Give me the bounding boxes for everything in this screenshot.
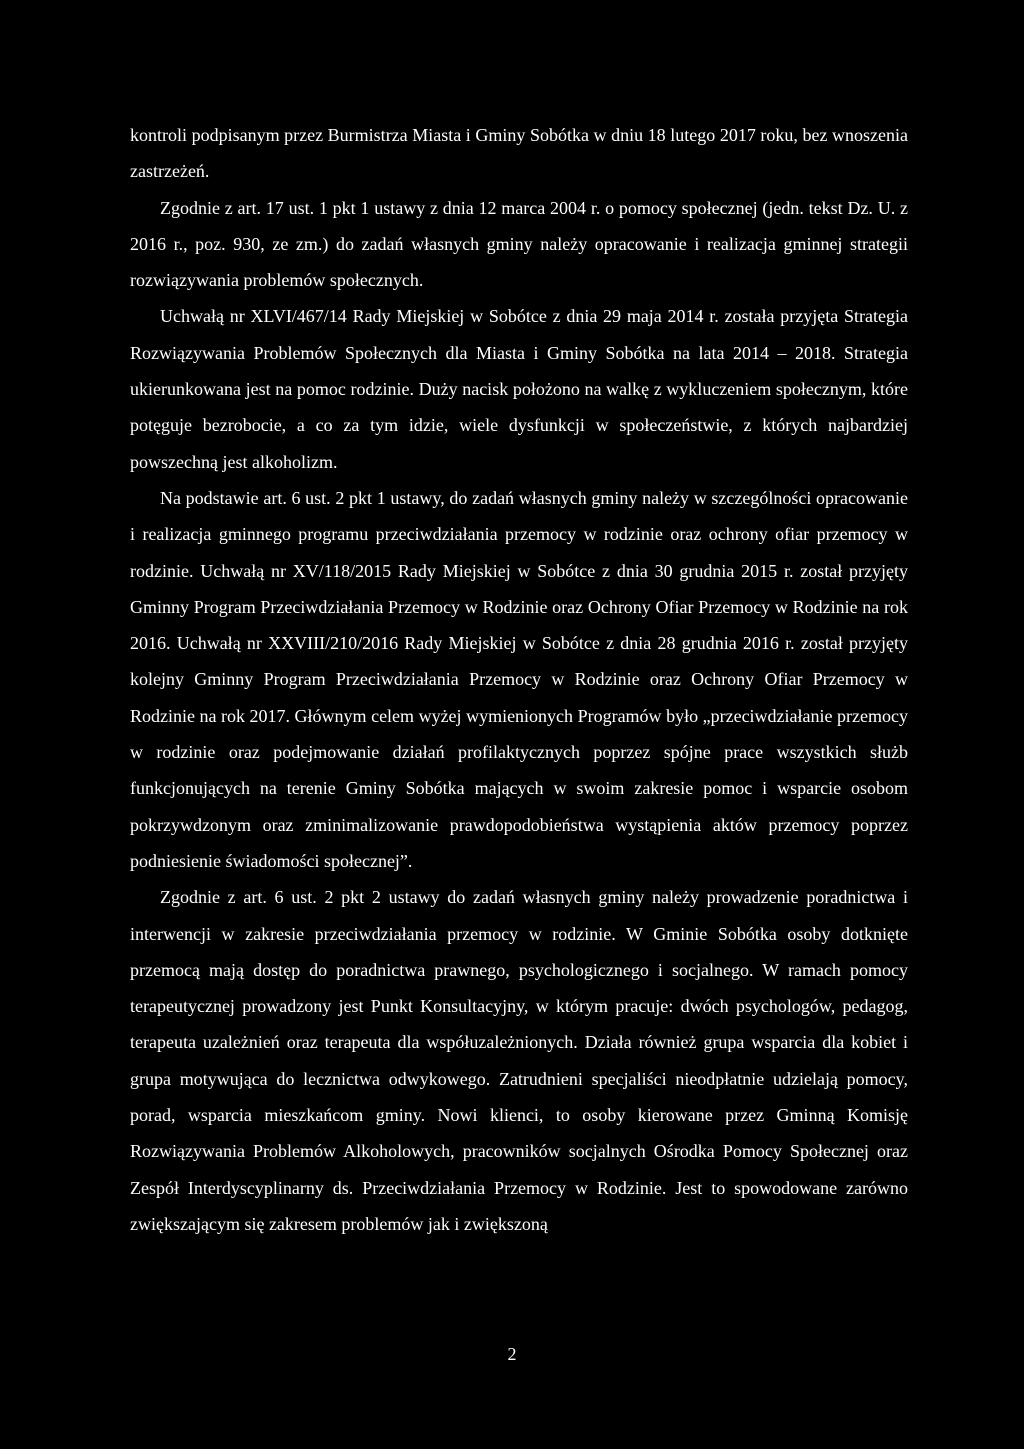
paragraph-continuation: kontroli podpisanym przez Burmistrza Miasta i Gminy Sobótka w dniu 18 lutego 2017 roku, bez wnoszenia zastrzeżeń. [130,125,908,182]
page-number: 2 [507,1344,517,1364]
paragraph-counseling: Zgodnie z art. 6 ust. 2 pkt 2 ustawy do zadań własnych gminy należy prowadzenie poradnictwa i interwencji w zakresie przeciwdziałania przemocy w rodzinie. W Gminie Sobótka osoby dotknięte przemocą mają dostęp do poradnictwa prawnego, psychologicznego i socjalnego. W ramach pomocy terapeutycznej prowadzony jest Punkt Konsultacyjny, w którym pracuje: dwóch psychologów, pedagog, terapeuta uzależnień oraz terapeuta dla współuzależnionych. Działa również grupa wsparcia dla kobiet i grupa motywująca do lecznictwa odwykowego. Zatrudnieni specjaliści nieodpłatnie udzielają pomocy, porad, wsparcia mieszkańcom gminy. Nowi klienci, to osoby kierowane przez Gminną Komisję Rozwiązywania Problemów Alkoholowych, pracowników socjalnych Ośrodka Pomocy Społecznej oraz Zespół Interdyscyplinarny ds. Przeciwdziałania Przemocy w Rodzinie. Jest to spowodowane zarówno zwiększającym się zakresem problemów jak i zwiększoną [130,887,908,1234]
document-page [130,117,908,1242]
paragraph-strategy-adoption: Uchwałą nr XLVI/467/14 Rady Miejskiej w Sobótce z dnia 29 maja 2014 r. została przyjęta Strategia Rozwiązywania Problemów Społecznych dla Miasta i Gminy Sobótka na lata 2014 – 2018. Strategia ukierunkowana jest na pomoc rodzinie. Duży nacisk położono na walkę z wykluczeniem społecznym, które potęguje bezrobocie, a co za tym idzie, wiele dysfunkcji w społeczeństwie, z których najbardziej powszechną jest alkoholizm. [130,306,908,472]
paragraph-violence-program: Na podstawie art. 6 ust. 2 pkt 1 ustawy, do zadań własnych gminy należy w szczególności opracowanie i realizacja gminnego programu przeciwdziałania przemocy w rodzinie oraz ochrony ofiar przemocy w rodzinie. Uchwałą nr XV/118/2015 Rady Miejskiej w Sobótce z dnia 30 grudnia 2015 r. został przyjęty Gminny Program Przeciwdziałania Przemocy w Rodzinie oraz Ochrony Ofiar Przemocy w Rodzinie na rok 2016. Uchwałą nr XXVIII/210/2016 Rady Miejskiej w Sobótce z dnia 28 grudnia 2016 r. został przyjęty kolejny Gminny Program Przeciwdziałania Przemocy w Rodzinie oraz Ochrony Ofiar Przemocy w Rodzinie na rok 2017. Głównym celem wyżej wymienionych Programów było „przeciwdziałanie przemocy w rodzinie oraz podejmowanie działań profilaktycznych poprzez spójne prace wszystkich służb funkcjonujących na terenie Gminy Sobótka mających w swoim zakresie pomoc i wsparcie osobom pokrzywdzonym oraz zminimalizowanie prawdopodobieństwa wystąpienia aktów przemocy poprzez podniesienie świadomości społecznej”. [130,487,908,871]
paragraph-strategy-obligation: Zgodnie z art. 17 ust. 1 pkt 1 ustawy z dnia 12 marca 2004 r. o pomocy społecznej (jedn. tekst Dz. U. z 2016 r., poz. 930, ze zm.) do zadań własnych gminy należy opracowanie i realizacja gminnej strategii rozwiązywania problemów społecznych. [130,197,908,291]
